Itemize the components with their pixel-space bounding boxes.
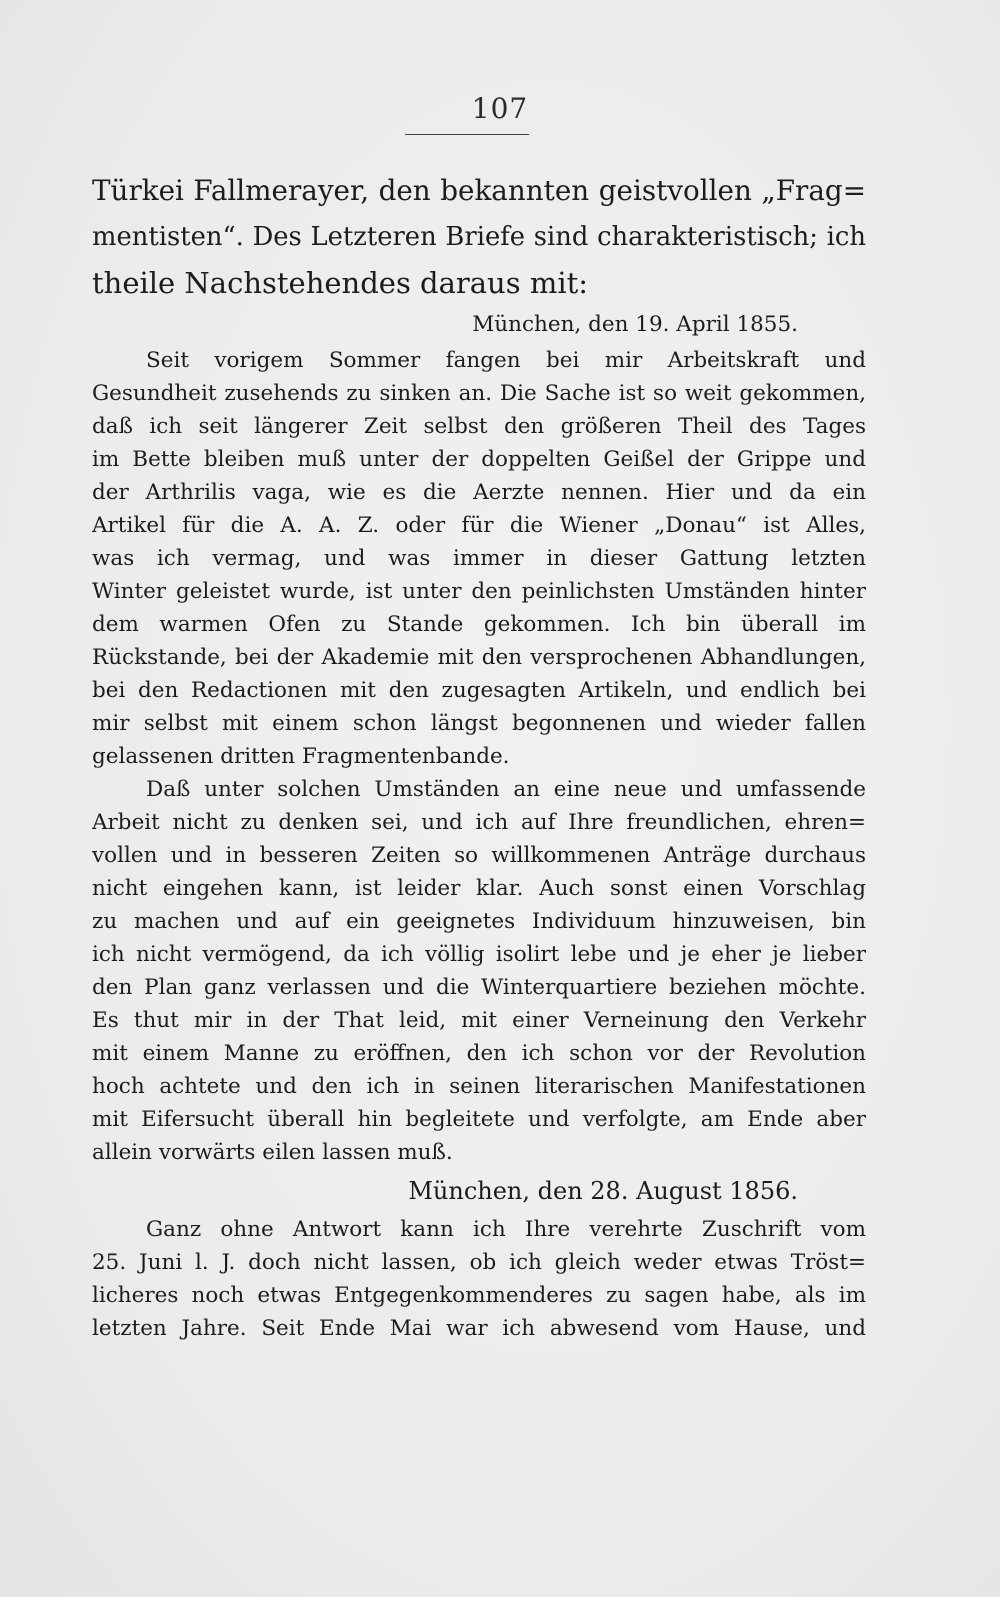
text-line: Daß unter solchen Umständen an eine neue und umfassende [146,777,866,802]
text-line: was ich vermag, und was immer in dieser Gattung letzten [92,546,866,571]
text-line: mentisten“. Des Letzteren Briefe sind charakteristisch; ich [92,222,866,252]
text-line: allein vorwärts eilen lassen muß. [92,1140,453,1165]
text-line: ich nicht vermögend, da ich völlig isolirt lebe und je eher je lieber [92,942,866,967]
text-line: mit Eifersucht überall hin begleitete und verfolgte, am Ende aber [92,1107,866,1132]
letter-dateline: München, den 28. August 1856. [408,1177,798,1205]
letter-dateline: München, den 19. April 1855. [472,312,798,337]
page-body [92,168,866,1345]
text-line: Arbeit nicht zu denken sei, und ich auf Ihre freundlichen, ehren= [92,810,866,835]
page-number: 107 [471,92,529,125]
text-line: vollen und in besseren Zeiten so willkommenen Anträge durchaus [92,843,866,868]
text-line: Türkei Fallmerayer, den bekannten geistvollen „Frag= [92,174,866,207]
text-line: im Bette bleiben muß unter der doppelten Geißel der Grippe und [92,447,866,472]
text-line: Seit vorigem Sommer fangen bei mir Arbeitskraft und [146,348,866,373]
text-line: zu machen und auf ein geeignetes Individuum hinzuweisen, bin [92,909,866,934]
text-line: bei den Redactionen mit den zugesagten Artikeln, und endlich bei [92,678,866,703]
text-line: dem warmen Ofen zu Stande gekommen. Ich bin überall im [92,612,866,637]
text-line: letzten Jahre. Seit Ende Mai war ich abwesend vom Hause, und [92,1316,866,1341]
text-line: Rückstande, bei der Akademie mit den versprochenen Abhandlungen, [92,645,866,670]
text-line: theile Nachstehendes daraus mit: [92,266,589,300]
text-line: den Plan ganz verlassen und die Winterquartiere beziehen möchte. [92,975,866,1000]
text-line: licheres noch etwas Entgegenkommenderes zu sagen habe, als im [92,1283,866,1308]
text-line: nicht eingehen kann, ist leider klar. Auch sonst einen Vorschlag [92,876,866,901]
text-line: Ganz ohne Antwort kann ich Ihre verehrte Zuschrift vom [146,1217,866,1242]
text-line: Gesundheit zusehends zu sinken an. Die Sache ist so weit gekommen, [92,381,866,406]
text-line: gelassenen dritten Fragmentenbande. [92,744,510,769]
text-line: mit einem Manne zu eröffnen, den ich schon vor der Revolution [92,1041,866,1066]
text-line: daß ich seit längerer Zeit selbst den größeren Theil des Tages [92,414,866,439]
text-line: Winter geleistet wurde, ist unter den peinlichsten Umständen hinter [92,579,866,604]
text-line: mir selbst mit einem schon längst begonnenen und wieder fallen [92,711,866,736]
text-line: Es thut mir in der That leid, mit einer Verneinung den Verkehr [92,1008,866,1033]
header-rule [405,134,529,135]
text-line: hoch achtete und den ich in seinen literarischen Manifestationen [92,1074,866,1099]
text-line: 25. Juni l. J. doch nicht lassen, ob ich gleich weder etwas Tröst= [92,1250,866,1275]
text-line: Artikel für die A. A. Z. oder für die Wiener „Donau“ ist Alles, [92,513,866,538]
text-line: der Arthrilis vaga, wie es die Aerzte nennen. Hier und da ein [92,480,866,505]
